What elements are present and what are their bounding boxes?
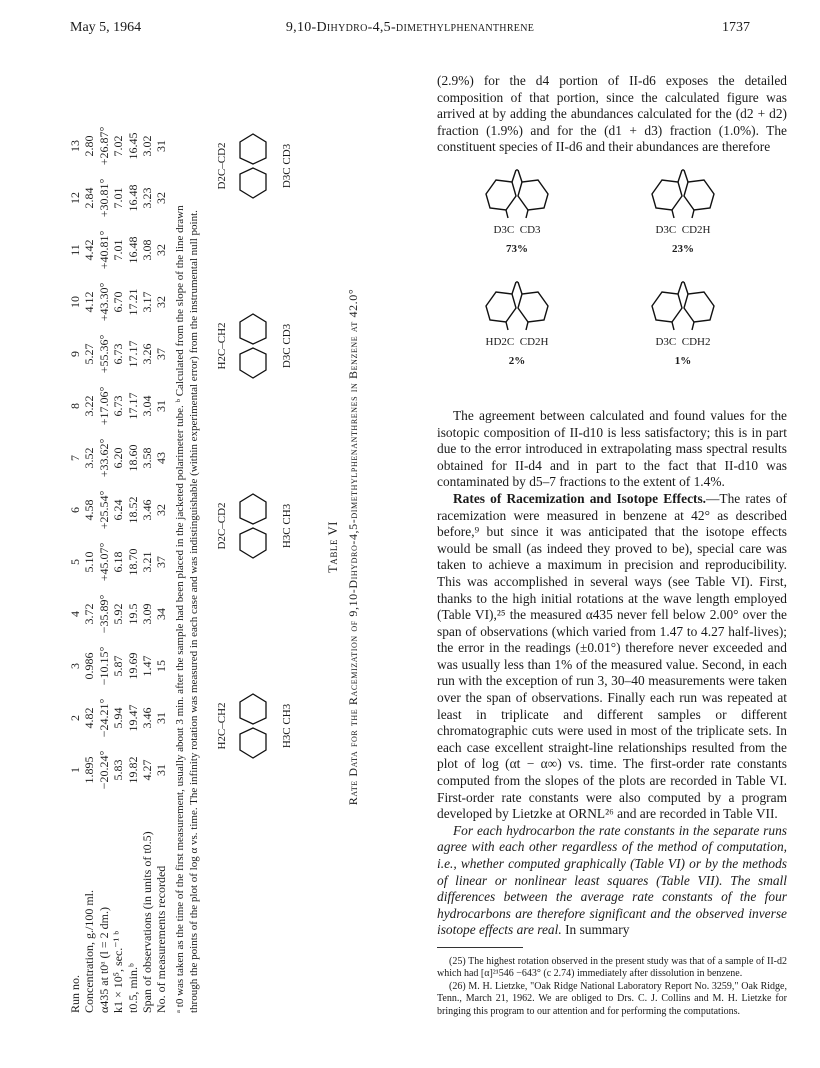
structure-top-group: H2C–CH2 xyxy=(216,702,228,750)
table-cell: 31 xyxy=(154,140,169,152)
table-cell: 6.24 xyxy=(111,499,126,521)
abundance: 23% xyxy=(672,242,694,255)
footnote-divider xyxy=(437,947,523,948)
page-header-title: 9,10-Dihydro-4,5-dimethylphenanthrene xyxy=(285,20,535,35)
table-cell: 32 xyxy=(154,296,169,308)
row-label: Span of observations (in units of t0.5) xyxy=(140,831,155,1013)
table-column xyxy=(68,539,169,585)
abundance: 2% xyxy=(508,354,526,367)
table-cell: 5.94 xyxy=(111,707,126,729)
table-column xyxy=(68,435,169,481)
table-column xyxy=(68,227,169,273)
table-cell: 31 xyxy=(154,712,169,724)
table-cell: 19.69 xyxy=(125,652,140,680)
table-cell: 32 xyxy=(154,192,169,204)
italic-text: For each hydrocarbon the rate constants in the separate runs agree with each other regardless of the method of computation, i.e., whether computed graphically (Table VI) or by the methods of linear or nonlinear least squares (Table VII). xyxy=(437,822,787,888)
table-cell: 5 xyxy=(68,559,82,565)
table-cell: 11 xyxy=(68,244,82,256)
reference-25: (25) The highest rotation observed in the present study was that of a sample of II-d2 which had [α]²¹546 −643° (c 2.74) immediately after dissolution in benzene. xyxy=(437,955,787,980)
table-cell: 31 xyxy=(154,764,169,776)
page-number: 1737 xyxy=(722,20,750,35)
table-cell: 5.27 xyxy=(82,343,97,365)
table-cell: 7 xyxy=(68,455,82,461)
table-cell: 3.22 xyxy=(82,395,97,417)
table-cell: 6.73 xyxy=(111,395,126,417)
row-label: Run no. xyxy=(68,974,82,1013)
row-label: No. of measurements recorded xyxy=(154,865,169,1013)
structure-bottom-group: H3C CH3 xyxy=(281,703,293,749)
table-cell: 7.01 xyxy=(111,239,126,261)
left-group: D3C xyxy=(493,223,515,236)
table-cell: +43.30° xyxy=(96,282,111,322)
table-cell: 3.52 xyxy=(82,447,97,469)
table-cell: 16.48 xyxy=(125,184,140,212)
table-cell: 3.26 xyxy=(140,343,155,365)
structure-top-group: D2C–CD2 xyxy=(216,502,228,550)
table-cell: 43 xyxy=(154,452,169,464)
table-cell: 4.12 xyxy=(82,291,97,313)
paragraph: (2.9%) for the d4 portion of II-d6 exposes the detailed composition of that portion, since the calculated figure was arrived at by adding the abundances calculated for the (d2 + d2) fraction (1.9%) and for the (d1 + d3) fraction (1.0%). The constituent species of II-d6 and their abundances are therefore xyxy=(437,73,787,155)
table-cell: 12 xyxy=(68,192,82,204)
paragraph-text: In summary xyxy=(565,922,630,938)
structure-bottom-group: D3C CD3 xyxy=(281,143,293,189)
table-column xyxy=(68,123,169,169)
structure-rings-icon xyxy=(228,306,278,386)
row-label: Concentration, g./100 ml. xyxy=(82,890,97,1013)
table-cell: 6.20 xyxy=(111,447,126,469)
table-cell: 3.23 xyxy=(140,187,155,209)
abundance: 1% xyxy=(674,354,692,367)
structure-rings-icon xyxy=(228,486,278,566)
table-cell: 5.10 xyxy=(82,551,97,573)
table-vi xyxy=(48,73,418,1021)
table-cell: 13 xyxy=(68,140,82,152)
table-cell: 37 xyxy=(154,348,169,360)
table-cell: 3.46 xyxy=(140,499,155,521)
table-column xyxy=(68,643,169,689)
table-column xyxy=(68,591,169,637)
row-label: k1 × 10⁵, sec.⁻¹ ᵇ xyxy=(111,931,126,1013)
table-cell: 3.04 xyxy=(140,395,155,417)
table-cell: 3.08 xyxy=(140,239,155,261)
structure-top-group: D2C–CD2 xyxy=(216,142,228,190)
table-cell: +55.36° xyxy=(96,334,111,374)
table-cell: 6.70 xyxy=(111,291,126,313)
table-cell: +25.54° xyxy=(96,490,111,530)
abundance: 73% xyxy=(506,242,528,255)
right-group: CD2H xyxy=(681,223,711,236)
table-cell: 3.58 xyxy=(140,447,155,469)
table-cell: 9 xyxy=(68,351,82,357)
table-cell: 0.986 xyxy=(82,652,97,680)
table-cell: 31 xyxy=(154,400,169,412)
table-cell: 4 xyxy=(68,611,82,617)
page-header-date: May 5, 1964 xyxy=(70,20,142,35)
table-column xyxy=(68,383,169,429)
table-column xyxy=(68,279,169,325)
table-footnote-a: ᵃ t0 was taken as the time of the first measurement, usually about 3 min. after the sample had been placed in the jacketed polarimeter tube. ᵇ Calculated from the slope of the line drawn xyxy=(174,205,186,1013)
table-cell: 17.17 xyxy=(125,340,140,368)
right-group: CD3 xyxy=(519,223,541,236)
table-cell: 37 xyxy=(154,556,169,568)
table-structure xyxy=(216,471,293,581)
table-cell: 6.18 xyxy=(111,551,126,573)
table-cell: 1.895 xyxy=(82,756,97,784)
table-cell: 2 xyxy=(68,715,82,721)
table-cell: 5.92 xyxy=(111,603,126,625)
table-cell: −35.89° xyxy=(96,594,111,634)
table-cell: 3.46 xyxy=(140,707,155,729)
table-cell: 17.21 xyxy=(125,288,140,316)
table-structure xyxy=(216,111,293,221)
table-cell: 10 xyxy=(68,296,82,308)
left-group: HD2C xyxy=(485,335,515,348)
table-cell: 6 xyxy=(68,507,82,513)
table-cell: 4.27 xyxy=(140,759,155,781)
species-figure xyxy=(437,166,787,396)
species-4 xyxy=(623,278,743,369)
table-cell: 4.58 xyxy=(82,499,97,521)
species-2 xyxy=(623,166,743,257)
left-group: D3C xyxy=(655,223,677,236)
table-cell: 3.02 xyxy=(140,135,155,157)
table-cell: 19.47 xyxy=(125,704,140,732)
table-cell: +33.62° xyxy=(96,438,111,478)
structure-bottom-group: D3C CD3 xyxy=(281,323,293,369)
table-cell: 32 xyxy=(154,504,169,516)
table-cell: 15 xyxy=(154,660,169,672)
table-cell: 18.70 xyxy=(125,548,140,576)
table-cell: 3.17 xyxy=(140,291,155,313)
table-cell: 18.52 xyxy=(125,496,140,524)
table-cell: +26.87° xyxy=(96,126,111,166)
italic-text: The small differences between the average rate constants of the four hydrocarbons are therefore significant and the observed inverse isotope effects are real. xyxy=(437,872,788,938)
table-cell: 17.17 xyxy=(125,392,140,420)
table-cell: +45.07° xyxy=(96,542,111,582)
table-cell: 16.48 xyxy=(125,236,140,264)
row-label: α435 at t0ᵃ (l = 2 dm.) xyxy=(96,907,111,1013)
table-cell: 34 xyxy=(154,608,169,620)
table-cell: 6.73 xyxy=(111,343,126,365)
table-cell: 5.83 xyxy=(111,759,126,781)
table-cell: 1.47 xyxy=(140,655,155,677)
table-column xyxy=(68,331,169,377)
right-group: CDH2 xyxy=(681,335,711,348)
right-column xyxy=(437,73,787,1018)
table-cell: 2.84 xyxy=(82,187,97,209)
table-cell: −10.15° xyxy=(96,646,111,686)
species-1 xyxy=(457,166,577,257)
table-cell: 3.21 xyxy=(140,551,155,573)
paragraph xyxy=(437,491,787,823)
structure-bottom-group: H3C CH3 xyxy=(281,503,293,549)
reference-26: (26) M. H. Lietzke, "Oak Ridge National Laboratory Report No. 3259," Oak Ridge, Tenn., March 21, 1962. We are obliged to Drs. C. J. Collins and M. H. Lietzke for bringing this program to our attention and for performing the computations. xyxy=(437,980,787,1017)
right-group: CD2H xyxy=(519,335,549,348)
references xyxy=(437,956,787,1018)
table-cell: 16.45 xyxy=(125,132,140,160)
table-cell: +30.81° xyxy=(96,178,111,218)
table-column xyxy=(68,487,169,533)
table-cell: 3.09 xyxy=(140,603,155,625)
table-column xyxy=(68,695,169,741)
table-structure xyxy=(216,291,293,401)
left-group: D3C xyxy=(655,335,677,348)
species-3 xyxy=(457,278,577,369)
table-cell: +17.06° xyxy=(96,386,111,426)
table-cell: 1 xyxy=(68,767,82,773)
paragraph xyxy=(437,823,787,939)
table-cell: 7.02 xyxy=(111,135,126,157)
table-cell: 3.72 xyxy=(82,603,97,625)
table-cell: +40.81° xyxy=(96,230,111,270)
table-cell: 32 xyxy=(154,244,169,256)
table-cell: 5.87 xyxy=(111,655,126,677)
table-cell: 8 xyxy=(68,403,82,409)
table-structure xyxy=(216,671,293,781)
table-cell: 4.82 xyxy=(82,707,97,729)
section-heading: Rates of Racemization and Isotope Effects. xyxy=(453,490,707,506)
table-title: Rate Data for the Racemization of 9,10-Dihydro-4,5-dimethylphenanthrenes in Benzene at 42.0° xyxy=(346,288,360,806)
structure-top-group: H2C–CH2 xyxy=(216,322,228,370)
table-cell: 19.82 xyxy=(125,756,140,784)
structure-rings-icon xyxy=(228,126,278,206)
table-footnote-b: through the points of the plot of log α vs. time. The infinity rotation was measured in each case and was indistinguishable (within experimental error) from the instrumental null point. xyxy=(188,210,200,1013)
table-cell: 19.5 xyxy=(125,603,140,625)
paragraph-text: —The rates of racemization were measured in benzene at 42° as described before,⁹ but since it was anticipated that the isotope effects would be small (as indeed they proved to be), special care was taken to achieve a maximum in precision and reproducibility. This was accomplished in several ways (see Table VI). First, thanks to the high initial rotations at the wave length employed (Table VI),²⁵ the measured α435 never fell below 2.00° over the span of observations (which varied from 1.47 to 4.27 half-lives); the error in the readings (±0.01°) therefore never exceeded and was usually less than 1% of the measured value. Second, in each run with the exception of run 3, 30–40 measurements were taken over the span of observations. Finally each run was repeated at least in triplicate and different samples or different chromatographic cuts were used in most of the triplicate sets. In each case excellent straight-line relationships resulted from the plot of log (αt − α∞) vs. time. The first-order rate constants computed from the slopes of the plots are recorded in Table VI. First-order rate constants were also computed by a program developed by Lietzke at ORNL²⁶ and are recorded in Table VII. xyxy=(437,490,787,822)
row-labels xyxy=(68,831,169,1013)
table-cell: 3 xyxy=(68,663,82,669)
row-label: t0.5, min.ᵇ xyxy=(125,963,140,1013)
table-label: Table VI xyxy=(326,520,340,574)
table-cell: 4.42 xyxy=(82,239,97,261)
table-cell: −20.24° xyxy=(96,750,111,790)
table-cell: 2.80 xyxy=(82,135,97,157)
table-cell: 7.01 xyxy=(111,187,126,209)
table-cell: 18.60 xyxy=(125,444,140,472)
table-column xyxy=(68,175,169,221)
structure-rings-icon xyxy=(228,686,278,766)
table-cell: −24.21° xyxy=(96,698,111,738)
paragraph: The agreement between calculated and found values for the isotopic composition of II-d10 is less satisfactory; this is in part due to the error introduced in extrapolating mass spectral results obtained for II-d4 and in part to the fact that II-d10 was contaminated by d5–7 fractions to the extent of 1.4%. xyxy=(437,407,787,490)
rotated-table-region xyxy=(48,73,418,1021)
table-column xyxy=(68,747,169,793)
